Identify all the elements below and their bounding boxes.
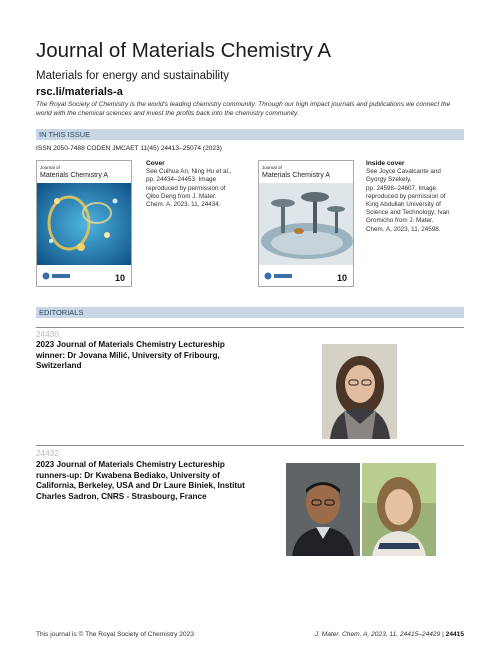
- inside-cover-line: King Abdullah University of: [366, 201, 441, 209]
- footer-page-number: 24415: [445, 631, 464, 638]
- editorial-title-line: 2023 Journal of Materials Chemistry Lectureship: [36, 460, 225, 469]
- editorial-title-line: Charles Sadron, CNRS - Strasbourg, France: [36, 491, 207, 501]
- portrait-image: [322, 344, 397, 439]
- portrait-photo: [322, 344, 397, 439]
- footer-cite-text: J. Mater. Chem. A, 2023, 11, 24415–24429: [314, 631, 441, 638]
- cover-line: pp. 24434–24453. Image: [146, 176, 217, 184]
- inside-cover-description: [366, 160, 470, 234]
- inside-cover-thumb-title-2: Materials Chemistry A: [262, 172, 331, 179]
- portrait-photo: [362, 463, 436, 556]
- journal-url-link[interactable]: rsc.li/materials-a: [36, 86, 123, 98]
- inside-cover-thumbnail[interactable]: [258, 160, 354, 287]
- cover-artwork: [37, 161, 132, 287]
- in-this-issue-bar: IN THIS ISSUE: [36, 129, 464, 140]
- inside-cover-line: See Joyce Cavalcante and: [366, 168, 441, 176]
- inside-cover-line: reproduced by permission of: [366, 192, 446, 200]
- editorial-title-link[interactable]: [36, 460, 296, 502]
- cover-line: Chem. A, 2023, 11, 24434.: [146, 201, 221, 209]
- editorial-title-link[interactable]: [36, 340, 296, 372]
- footer-citation: [315, 631, 464, 638]
- cover-line: Qibo Deng from J. Mater.: [146, 192, 217, 200]
- inside-cover-line: Gromicho from J. Mater.: [366, 217, 434, 225]
- portrait-image: [362, 463, 436, 556]
- inside-cover-line: Science and Technology; Ivan: [366, 209, 450, 217]
- inside-cover-heading: Inside cover: [366, 160, 405, 167]
- journal-title: Journal of Materials Chemistry A: [36, 39, 332, 62]
- inside-cover-line: Gyorgy Szekely,: [366, 176, 412, 184]
- portrait-photo: [286, 463, 360, 556]
- editorial-title-line: winner: Dr Jovana Milić, University of Fribourg,: [36, 350, 220, 360]
- editorial-title-line: California, Berkeley, USA and Dr Laure Biniek, Institut: [36, 481, 245, 490]
- issn-line: ISSN 2050-7488 CODEN JMCAET 11(45) 24413–25074 (2023): [36, 145, 222, 152]
- portrait-image: [286, 463, 360, 556]
- inside-cover-thumb-title-1: Journal of: [262, 165, 282, 170]
- editorials-bar: EDITORIALS: [36, 307, 464, 318]
- inside-cover-line: Chem. A, 2023, 11, 24598.: [366, 225, 441, 233]
- cover-thumb-title-1: Journal of: [40, 165, 60, 170]
- cover-line: reproduced by permission of: [146, 184, 226, 192]
- cover-thumbnail[interactable]: [36, 160, 132, 287]
- cover-description: [146, 160, 250, 209]
- cover-thumb-title-2: Materials Chemistry A: [40, 172, 109, 179]
- footer-copyright: This journal is © The Royal Society of Chemistry 2023: [36, 631, 194, 638]
- editorial-title-line: 2023 Journal of Materials Chemistry Lectureship: [36, 340, 225, 349]
- editorial-title-line: runners-up: Dr Kwabena Bediako, University of: [36, 470, 220, 480]
- divider: [36, 445, 464, 446]
- svg-text:10: 10: [115, 273, 126, 283]
- cover-line: See Cuihua An, Ning Hu et al.,: [146, 168, 232, 176]
- inside-cover-artwork: [259, 161, 354, 287]
- svg-text:10: 10: [337, 273, 348, 283]
- intro-paragraph: The Royal Society of Chemistry is the world's leading chemistry community. Through our high impact journals and publications we connect the world with the chemical sciences and invest the profits back into the chemistry community.: [36, 101, 451, 117]
- divider: [36, 327, 464, 328]
- editorial-page-number: 24432: [36, 449, 59, 458]
- editorial-page-number: 24430: [36, 330, 59, 339]
- editorial-title-line: Switzerland: [36, 361, 82, 370]
- inside-cover-line: pp. 24598–24607. Image: [366, 184, 437, 192]
- cover-heading: Cover: [146, 160, 165, 167]
- footer-separator: |: [442, 631, 446, 638]
- journal-subtitle: Materials for energy and sustainability: [36, 70, 230, 82]
